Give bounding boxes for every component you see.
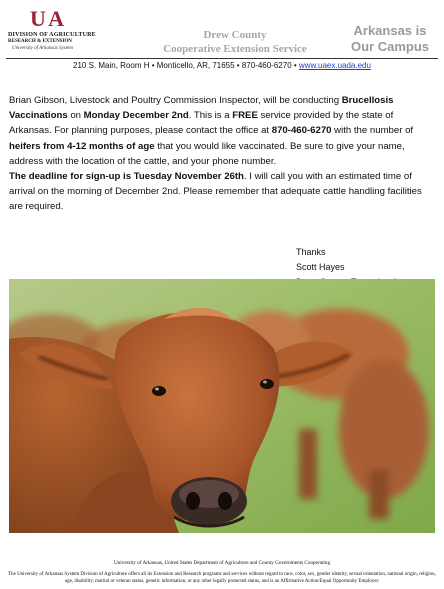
p2-text-b: . I will call you with an estimated time of arrival on the morning of December 2nd. Please remember that adequate cattle handling facilities are required. bbox=[9, 171, 422, 213]
p1-date: Monday December 2nd bbox=[83, 110, 189, 122]
office-county: Drew County bbox=[203, 29, 267, 41]
signature-thanks: Thanks bbox=[296, 247, 326, 257]
cattle-photo bbox=[9, 279, 435, 533]
p1-text-k: that you would like vaccinated. Be sure to give your name, address with the location of the cattle, and your phone number. bbox=[9, 140, 405, 167]
p1-free: FREE bbox=[232, 110, 258, 122]
p1-vaccination-title: Brucellosis Vaccinations bbox=[9, 95, 394, 122]
p1-heifers: heifers from 4-12 months of age bbox=[9, 140, 155, 152]
letterhead bbox=[0, 0, 444, 68]
logo-system-text: University of Arkansas System bbox=[12, 46, 73, 51]
signature-name: Scott Hayes bbox=[296, 262, 345, 272]
uada-logo bbox=[8, 8, 108, 56]
office-name bbox=[150, 28, 320, 56]
footer-cooperating: University of Arkansas, United States Department of Agriculture and County Governments Cooperating bbox=[113, 560, 331, 566]
campus-tagline bbox=[340, 23, 440, 55]
office-service: Cooperative Extension Service bbox=[163, 43, 307, 55]
header-divider bbox=[6, 58, 438, 59]
cattle-illustration bbox=[9, 279, 435, 533]
letter-body bbox=[9, 93, 437, 215]
p1-text-e: . This is a bbox=[188, 110, 233, 122]
logo-mark: U A bbox=[30, 6, 64, 31]
p1-phone: 870-460-6270 bbox=[271, 125, 332, 137]
vaccination-paragraph bbox=[9, 93, 437, 169]
address-text: 210 S. Main, Room H • Monticello, AR, 71655 • 870-460-6270 • bbox=[73, 61, 299, 70]
logo-division-text: DIVISION OF AGRICULTURE bbox=[8, 32, 96, 38]
p2-deadline: The deadline for sign-up is Tuesday November 26th bbox=[9, 171, 244, 183]
p1-text-a: Brian Gibson, Livestock and Poultry Commission Inspector, will be conducting bbox=[9, 95, 342, 106]
office-address bbox=[0, 61, 444, 70]
website-link[interactable]: www.uaex.uada.edu bbox=[298, 61, 371, 70]
tagline-line1: Arkansas is bbox=[353, 23, 427, 38]
deadline-paragraph bbox=[9, 169, 437, 215]
p1-text-i: with the number of bbox=[331, 125, 414, 137]
tagline-line2: Our Campus bbox=[350, 39, 429, 54]
p1-text-c: on bbox=[67, 110, 84, 122]
logo-research-text: RESEARCH & EXTENSION bbox=[8, 39, 72, 44]
footer-nondiscrimination: The University of Arkansas System Division of Agriculture offers all its Extension and Research programs and services without regard to race, color, sex, gender identity, sexual orientation, national origin, religion, age, disability, marital or veteran status, genetic information, or any other legally protected status, and is an Affirmative Action/Equal Opportunity Employer. bbox=[8, 572, 436, 584]
p1-text-g: service provided by the state of Arkansas. For planning purposes, please contact the office at bbox=[9, 110, 394, 137]
